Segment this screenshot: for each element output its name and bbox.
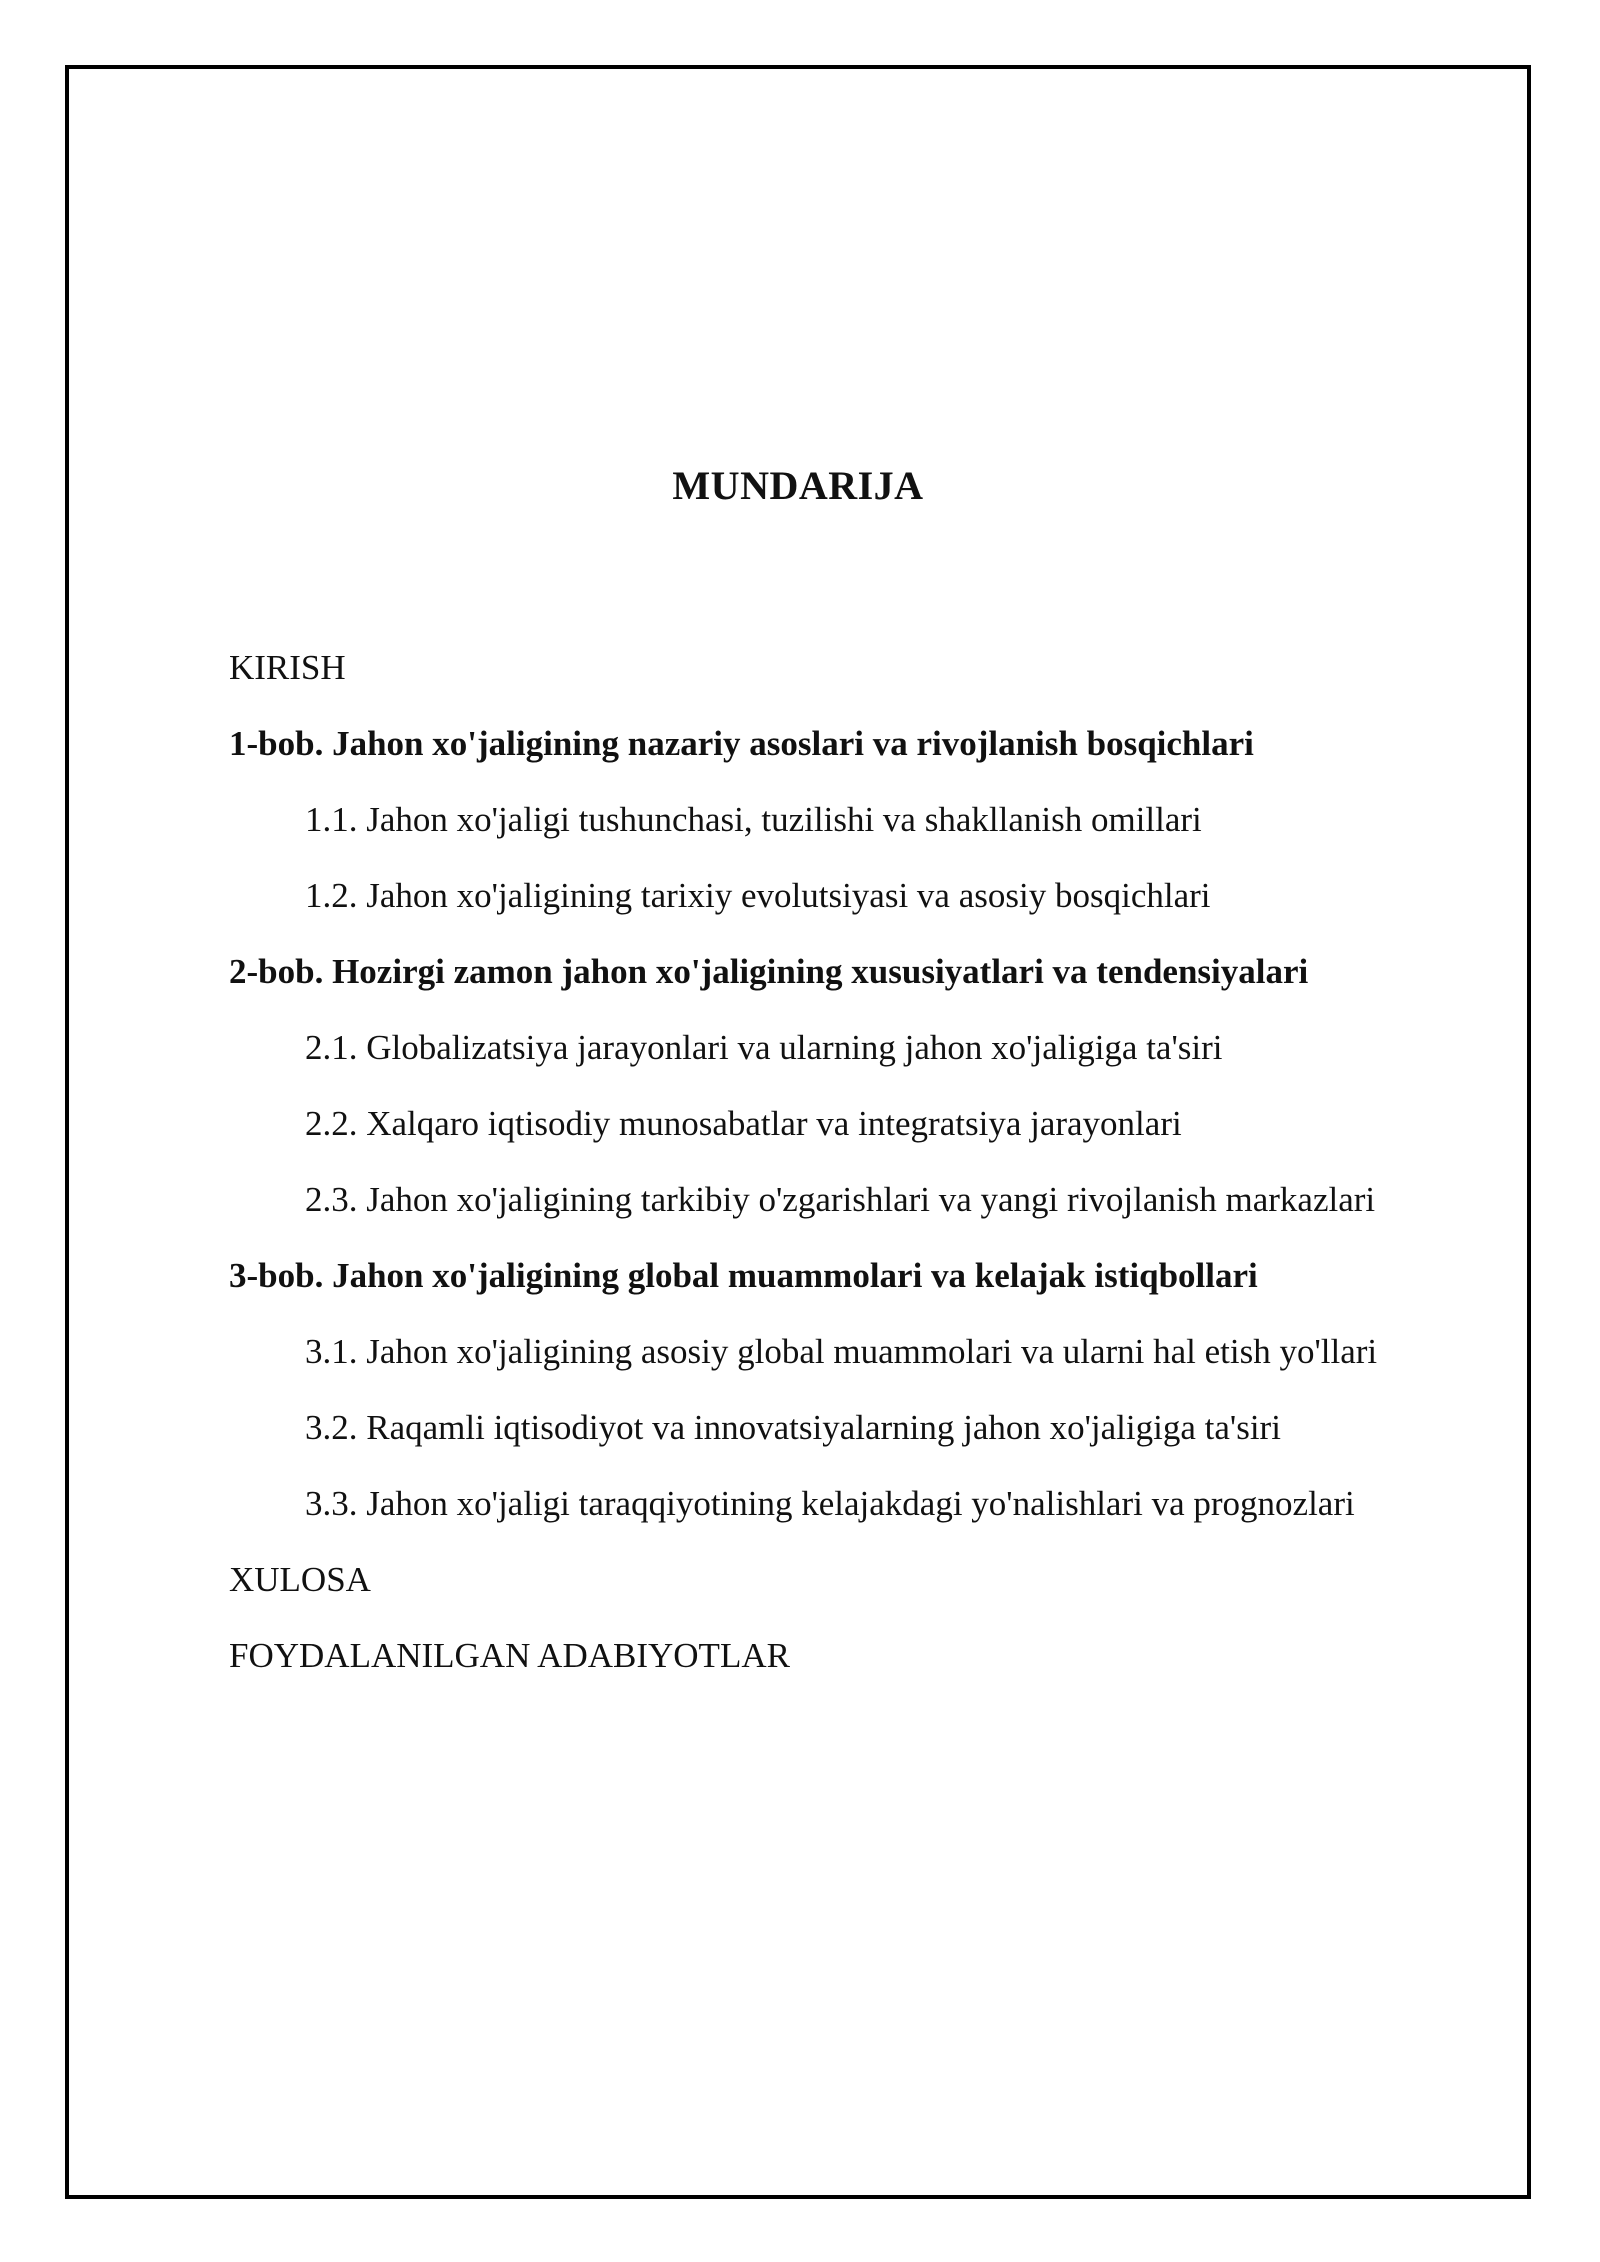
toc-entry: 3.3. Jahon xo'jaligi taraqqiyotining kelajakdagi yo'nalishlari va prognozlari xyxy=(305,1484,1355,1523)
toc-entry: 2.3. Jahon xo'jaligining tarkibiy o'zgarishlari va yangi rivojlanish markazlari xyxy=(305,1180,1376,1219)
toc-entry: 1.2. Jahon xo'jaligining tarixiy evolutsiyasi va asosiy bosqichlari xyxy=(305,876,1211,915)
toc-entry: FOYDALANILGAN ADABIYOTLAR xyxy=(229,1636,790,1675)
toc-entry: 1.1. Jahon xo'jaligi tushunchasi, tuzilishi va shakllanish omillari xyxy=(305,800,1202,839)
toc-entry: 1-bob. Jahon xo'jaligining nazariy asoslari va rivojlanish bosqichlari xyxy=(229,724,1254,763)
toc-entry: 3.2. Raqamli iqtisodiyot va innovatsiyalarning jahon xo'jaligiga ta'siri xyxy=(305,1408,1281,1447)
toc-entry: 3-bob. Jahon xo'jaligining global muammolari va kelajak istiqbollari xyxy=(229,1256,1258,1295)
toc-entry: 2-bob. Hozirgi zamon jahon xo'jaligining xususiyatlari va tendensiyalari xyxy=(229,952,1309,991)
toc-entry: 3.1. Jahon xo'jaligining asosiy global muammolari va ularni hal etish yo'llari xyxy=(305,1332,1378,1371)
toc-entry: 2.2. Xalqaro iqtisodiy munosabatlar va integratsiya jarayonlari xyxy=(305,1104,1182,1143)
toc-entry: KIRISH xyxy=(229,648,346,687)
toc-entry: 2.1. Globalizatsiya jarayonlari va ularning jahon xo'jaligiga ta'siri xyxy=(305,1028,1223,1067)
table-of-contents xyxy=(229,640,1509,1704)
page-title: MUNDARIJA xyxy=(672,463,924,508)
toc-entry: XULOSA xyxy=(229,1560,371,1599)
